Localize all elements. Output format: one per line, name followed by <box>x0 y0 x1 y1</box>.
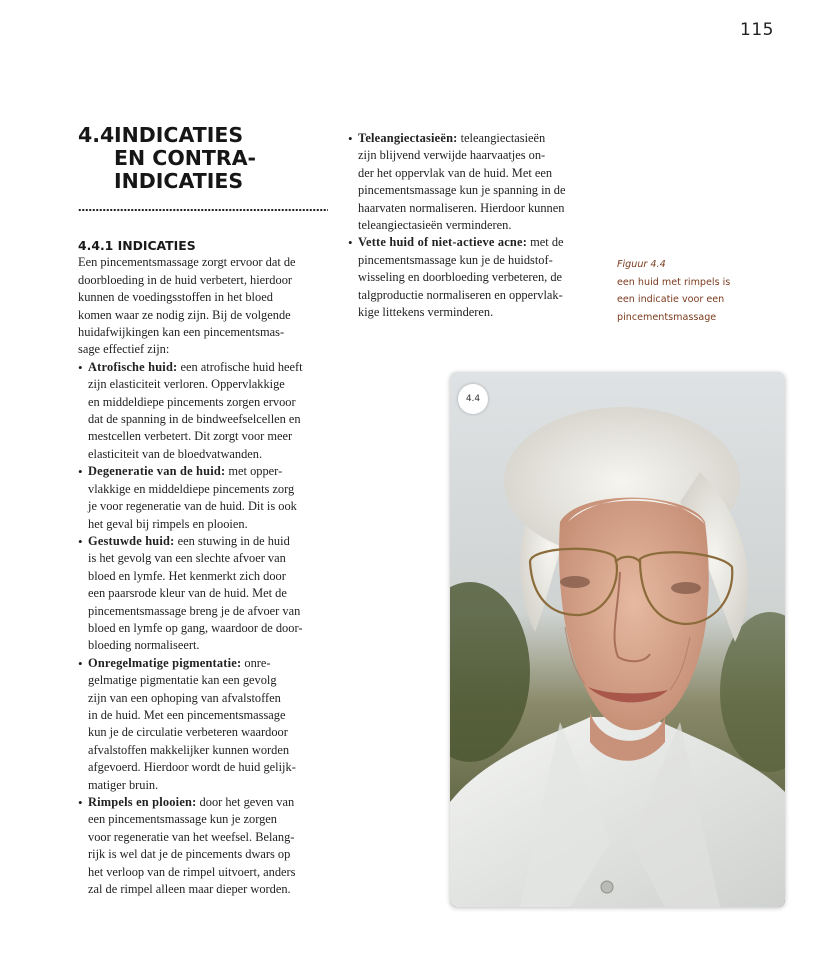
list-item <box>78 655 330 794</box>
list-term: Onregelmatige pigmentatie: <box>88 655 242 670</box>
text-line: bloeding normaliseert. <box>88 638 200 653</box>
list-term: Degeneratie van de huid: <box>88 464 226 479</box>
text-line: pincementsmassage kun je spanning in de <box>358 183 566 198</box>
text-line: pincementsmassage kun je de huidstof- <box>358 252 553 267</box>
list-item <box>78 359 330 463</box>
text-span: met opper- <box>228 464 283 479</box>
indication-list-continued <box>348 130 604 321</box>
list-term: Vette huid of niet-actieve acne: <box>358 235 528 250</box>
text-line: teleangiectasieën verminderen. <box>358 218 512 233</box>
text-line: komen waar ze nodig zijn. Bij de volgende <box>78 307 291 322</box>
text-line: bloed en lymfe op gang, waardoor de door- <box>88 620 303 635</box>
portrait-photo <box>450 372 785 907</box>
page-number: 115 <box>740 20 774 40</box>
caption-line: een huid met rimpels is <box>617 276 731 288</box>
text-span: een atrofische huid heeft <box>180 359 303 374</box>
text-line: het verloop van de rimpel uitvoert, anders <box>88 864 296 879</box>
list-term: Atrofische huid: <box>88 359 178 374</box>
text-line: kige littekens verminderen. <box>358 305 494 320</box>
text-line: voor regeneratie van het weefsel. Belang- <box>88 829 295 844</box>
text-line: is het gevolg van een slechte afvoer van <box>88 551 286 566</box>
text-line <box>358 130 604 147</box>
figure-caption <box>617 256 757 326</box>
left-eye <box>560 576 590 588</box>
text-line: het geval bij rimpels en plooien. <box>88 516 248 531</box>
list-item <box>78 533 330 655</box>
text-line <box>358 234 604 251</box>
list-term: Teleangiectasieën: <box>358 131 458 145</box>
indication-list <box>78 359 330 899</box>
section-title-line: EN CONTRA- <box>114 146 257 170</box>
text-line <box>88 794 330 811</box>
text-line: afvalstoffen makkelijker kunnen worden <box>88 742 290 757</box>
jacket-button <box>601 881 613 893</box>
text-line <box>88 359 330 376</box>
text-line: kunnen de voedingsstoffen in het bloed <box>78 290 273 305</box>
list-term: Gestuwde huid: <box>88 533 175 548</box>
text-line: vlakkige en middeldiepe pincements zorg <box>88 481 295 496</box>
text-line: kun je de circulatie verbeteren waardoor <box>88 725 288 740</box>
text-line: elasticiteit van de bloedvatwanden. <box>88 446 263 461</box>
text-line <box>88 533 330 550</box>
section-title-line: INDICATIES <box>114 123 244 147</box>
middle-column <box>348 130 604 321</box>
text-line: sage effectief zijn: <box>78 342 170 357</box>
text-line: zijn elasticiteit verloren. Oppervlakkige <box>88 377 285 392</box>
text-span: onre- <box>244 655 271 670</box>
section-title-line: INDICATIES <box>114 169 244 193</box>
text-line: zijn blijvend verwijde haarvaatjes on- <box>358 148 546 163</box>
figure-badge: 4.4 <box>458 384 488 414</box>
text-line: wisseling en doorbloeding verbeteren, de <box>358 270 563 285</box>
text-line: talgproductie normaliseren en oppervlak- <box>358 287 563 302</box>
text-span: met de <box>530 235 564 250</box>
text-line: dat de spanning in de bindweefselcellen en <box>88 412 301 427</box>
text-line <box>88 463 330 480</box>
text-line: doorbloeding in de huid verbetert, hierdoor <box>78 272 293 287</box>
dotted-divider <box>78 208 328 212</box>
section-number: 4.4 <box>78 123 115 147</box>
text-line: zal de rimpel alleen maar dieper worden. <box>88 882 291 897</box>
intro-paragraph <box>78 254 330 358</box>
text-span: teleangiectasieën <box>460 131 546 145</box>
list-item <box>348 130 604 234</box>
text-line: matiger bruin. <box>88 777 159 792</box>
text-line: huidafwijkingen kan een pincementsmas- <box>78 325 285 340</box>
text-line: pincementsmassage breng je de afvoer van <box>88 603 301 618</box>
text-span: een stuwing in de huid <box>177 533 290 548</box>
list-item <box>348 234 604 321</box>
text-line: rijk is wel dat je de pincements dwars op <box>88 847 291 862</box>
text-line: je voor regeneratie van de huid. Dit is ook <box>88 499 297 514</box>
text-line: mestcellen verbetert. Dit zorgt voor meer <box>88 429 293 444</box>
text-line <box>88 655 330 672</box>
text-line: der het oppervlak van de huid. Met een <box>358 165 553 180</box>
figure-label: Figuur 4.4 <box>617 259 666 270</box>
text-line: in de huid. Met een pincementsmassage <box>88 707 286 722</box>
caption-line: een indicatie voor een <box>617 294 725 306</box>
section-title <box>114 124 256 193</box>
list-item <box>78 794 330 898</box>
text-line: bloed en lymfe. Het kenmerkt zich door <box>88 568 286 583</box>
left-column <box>78 237 330 898</box>
text-line: Een pincementsmassage zorgt ervoor dat de <box>78 255 296 270</box>
list-term: Rimpels en plooien: <box>88 795 197 809</box>
list-item <box>78 463 330 533</box>
text-line: en middeldiepe pincements zorgen ervoor <box>88 394 296 409</box>
subsection-heading: 4.4.1 INDICATIES <box>78 238 196 253</box>
text-line: een pincementsmassage kun je zorgen <box>88 812 278 827</box>
text-line: gelmatige pigmentatie kan een gevolg <box>88 673 277 688</box>
text-line: een paarsrode kleur van de huid. Met de <box>88 586 287 601</box>
text-line: haarvaten normaliseren. Hierdoor kunnen <box>358 200 565 215</box>
text-line: zijn van een ophoping van afvalstoffen <box>88 690 281 705</box>
section-heading <box>78 124 328 193</box>
portrait-illustration <box>450 372 785 907</box>
text-line: afgevoerd. Hierdoor wordt de huid gelijk- <box>88 760 296 775</box>
right-eye <box>671 582 701 594</box>
text-span: door het geven van <box>199 795 295 809</box>
caption-line: pincementsmassage <box>617 311 717 323</box>
